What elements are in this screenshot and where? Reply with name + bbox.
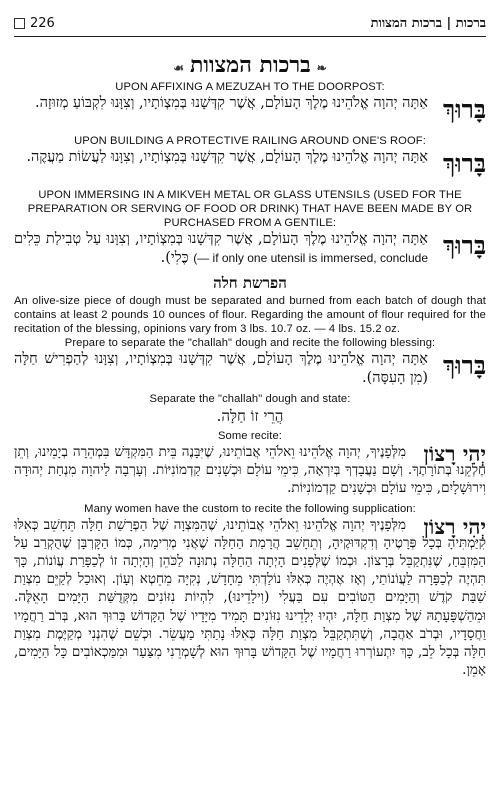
railing-blessing	[14, 148, 486, 184]
ornament-icon: ❧	[316, 61, 327, 75]
paragraph-text: מִלְּפָנֶיךָ, יְהוָה אֱלֹהֵינוּ וֵאלֹהֵי אֲבוֹתֵינוּ, שֶׁיִּבָּנֶה בֵּית הַמִּקְדָּשׁ בִּמְהֵרָה בְיָמֵינוּ, וְתֵן חֶלְקֵנוּ בְּתוֹרָתֶךָ. וְשָׁם נַעֲבָדְךָ בְּיִרְאָה, כִּימֵי עוֹלָם וּכְשָׁנִים קַדְמוֹנִיּוֹת. וְעָרְבָה לַיהוָה מִנְחַת יְהוּדָה וִירוּשָׁלָיִם, כִּימֵי עוֹלָם וּכְשָׁנִים קַדְמוֹנִיּוֹת.	[14, 444, 486, 497]
page-body	[14, 52, 486, 679]
mezuzah-blessing	[14, 94, 486, 130]
challah-declaration: הֲרֵי זוֹ חַלָּה.	[216, 407, 284, 425]
blessing-opening: בָּרוּךְ	[442, 149, 486, 178]
challah-instruction: An olive-size piece of dough must be separated and burned from each batch of dough that contains at least 2 pounds 10 ounces of flour. Regarding the amount of flour required for the recitation of the blessing, opinions vary from 3 lbs. 10.7 oz. — 4 lbs. 15.2 oz.	[14, 295, 486, 335]
ornament-icon: ☙	[173, 61, 184, 75]
blessing-opening: בָּרוּךְ	[442, 95, 486, 124]
mezuzah-instruction: UPON AFFIXING A MEZUZAH TO THE DOORPOST:	[115, 81, 385, 93]
running-header	[14, 14, 486, 37]
blessing-text: אַתָּה יְהוָה אֱלֹהֵינוּ מֶלֶךְ הָעוֹלָם, אֲשֶׁר קִדְּשָׁנוּ בְּמִצְוֹתָיו, וְצִוָּנוּ לַעֲשׂוֹת מַעֲקֶה.	[26, 149, 428, 165]
section-title: ❧ברכות המצוות☙	[173, 52, 327, 78]
blessing-opening: בָּרוּךְ	[442, 231, 486, 260]
railing-instruction: UPON BUILDING A PROTECTIVE RAILING AROUND ONE'S ROOF:	[74, 135, 426, 147]
mikveh-instruction: UPON IMMERSING IN A MIKVEH METAL OR GLASS UTENSILS (USED FOR THE PREPARATION OR SERVING OF FOOD OR DRINK) THAT HAVE BEEN MADE BY OR PURCHASED FROM A GENTILE:	[27, 189, 473, 229]
running-title: ברכות | ברכות המצוות	[370, 16, 486, 31]
paragraph-opening: יְהִי רָצוֹן	[423, 441, 486, 466]
challah-heading: הפרשת חלה	[213, 274, 287, 292]
challah-prepare: Prepare to separate the "challah" dough and recite the following blessing:	[64, 337, 436, 349]
yehi-ratzon-paragraph	[14, 443, 486, 498]
mikveh-note: (— if only one utensil is immersed, conclude	[193, 251, 428, 265]
supplication-paragraph	[14, 513, 486, 680]
blessing-text: אַתָּה יְהוָה אֱלֹהֵינוּ מֶלֶךְ הָעוֹלָם, אֲשֶׁר קִדְּשָׁנוּ בְּמִצְוֹתָיו, וְצִוָּנוּ לְהַפְרִישׁ חַלָּה (מִן הָעִסָּה).	[14, 351, 428, 386]
challah-separate: Separate the "challah" dough and state:	[149, 393, 351, 405]
paragraph-text: מִלְּפָנֶיךָ יְהוָה אֱלֹהֵינוּ וֵאלֹהֵי אֲבוֹתֵינוּ, שֶׁהַמִּצְוָה שֶׁל הַפְרָשַׁת חַלָּה תֵּחָשֵׁב כְּאִלּוּ קִיַּמְתִּיהָ בְּכָל פְּרָטֶיהָ וְדִקְדּוּקֶיהָ, וְתֵחָשֵׁב הֲרָמַת הַחַלָּה שֶׁאֲנִי מְרִימָה, כְּמוֹ הַקָּרְבָּן שֶׁהֻקְרַב עַל הַמִּזְבֵּחַ, שֶׁנִּתְקַבֵּל בְּרָצוֹן. וּכְמוֹ שֶׁלְּפָנִים הָיְתָה הַחַלָּה נְתוּנָה לַכֹּהֵן וְהָיְתָה זוֹ לְכַפָּרַת עֲוֹנוֹת, כָּךְ תִּהְיֶה לְכַפָּרָה לַעֲוֹנוֹתַי, וְאָז אֶהְיֶה כְּאִלּוּ נוֹלַדְתִּי מֵחָדָשׁ, נְקִיָּה מֵחֵטְא וְעָוֹן. וְאוּכַל לְקַיֵּם מִצְוַת שַׁבַּת קֹדֶשׁ וְהַיָּמִים הַטּוֹבִים עִם בַּעֲלִי (וִילָדֵינוּ), לִהְיוֹת נִזּוֹנִים מִקְּדֻשַּׁת הַיָּמִים הָאֵלֶּה. וּמֵהַשְׁפָּעָתָהּ שֶׁל מִצְוַת חַלָּה, יִהְיוּ יְלָדֵינוּ נִזּוֹנִים תָּמִיד מִיָּדָיו שֶׁל הַקָּדוֹשׁ בָּרוּךְ הוּא, בְּרֹב רַחֲמָיו וַחֲסָדָיו, וּבְרֹב אַהֲבָה, וְשֶׁתִּתְקַבֵּל מִצְוַת חַלָּה כְּאִלּוּ נָתַתִּי מַעֲשֵׂר. וּכְשֵׁם שֶׁהִנְנִי מְקַיֶּמֶת מִצְוַת חַלָּה בְּכָל לֵב, כָּךְ יִתְעוֹרְרוּ רַחֲמָיו שֶׁל הַקָּדוֹשׁ בָּרוּךְ הוּא לְשָׁמְרֵנִי מִצַּעַר וּמִמַּכְאוֹבִים כָּל הַיָּמִים, אָמֵן.	[14, 516, 486, 679]
blessing-opening: בָּרוּךְ	[442, 351, 486, 380]
blessing-text: אַתָּה יְהוָה אֱלֹהֵינוּ מֶלֶךְ הָעוֹלָם, אֲשֶׁר קִדְּשָׁנוּ בְּמִצְוֹתָיו, וְצִוָּנוּ עַל טְבִילַת כֵּלִים (— if only one utensil is immersed, conclude כֶּלִי).	[14, 231, 428, 266]
some-recite-label: Some recite:	[218, 430, 282, 442]
blessing-text: אַתָּה יְהוָה אֱלֹהֵינוּ מֶלֶךְ הָעוֹלָם, אֲשֶׁר קִדְּשָׁנוּ בְּמִצְוֹתָיו, וְצִוָּנוּ לִקְבּוֹעַ מְזוּזָה.	[34, 95, 428, 111]
women-custom-label: Many women have the custom to recite the following supplication:	[84, 502, 416, 515]
page-number: 226	[14, 16, 55, 31]
paragraph-opening: יְהִי רָצוֹן	[423, 513, 486, 539]
mikveh-blessing	[14, 230, 486, 268]
square-ornament-icon	[14, 18, 25, 29]
challah-blessing	[14, 350, 486, 388]
